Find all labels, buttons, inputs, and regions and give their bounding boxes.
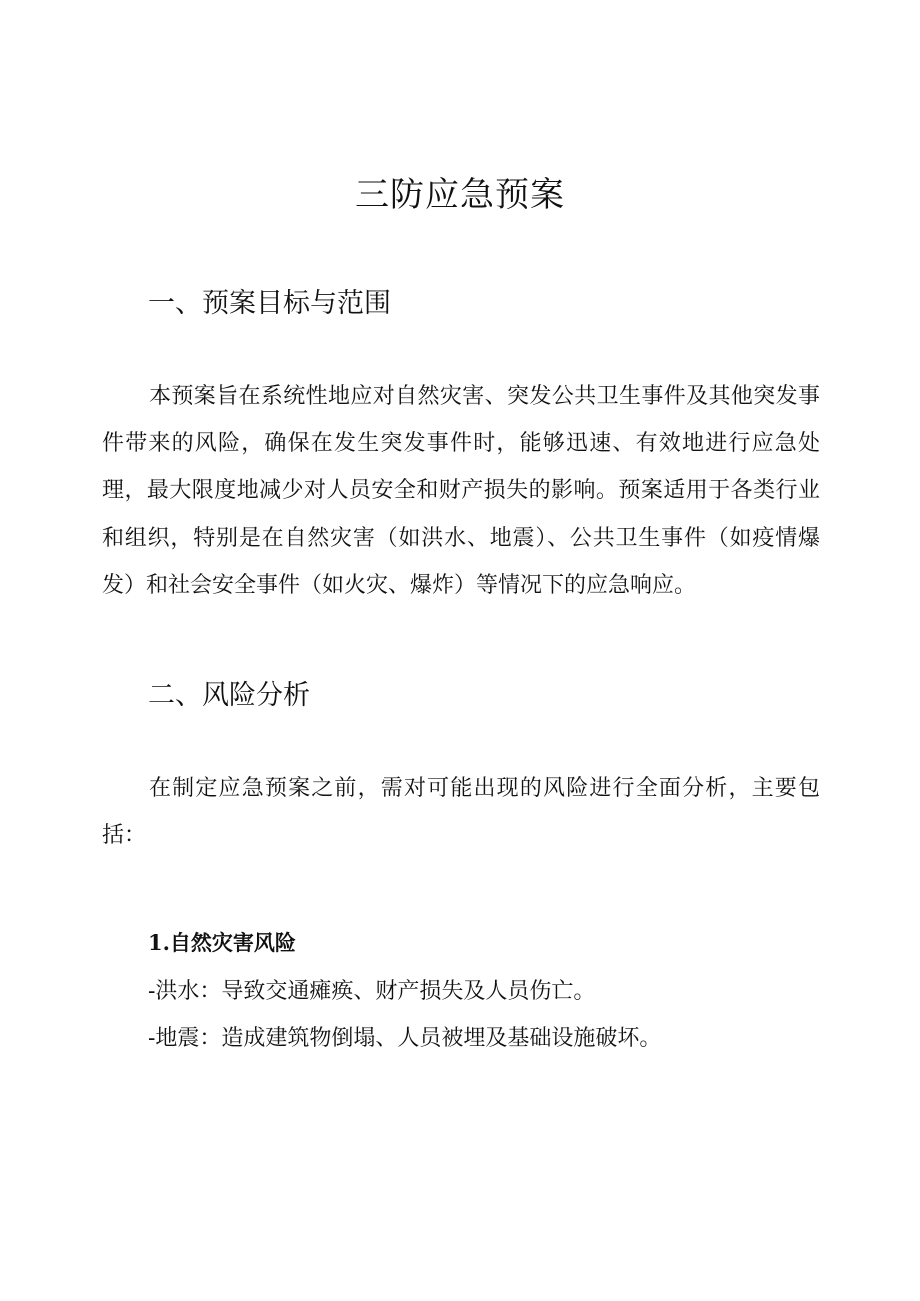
document-title: 三防应急预案 xyxy=(355,175,565,215)
list-item: -洪水：导致交通瘫痪、财产损失及人员伤亡。 xyxy=(148,979,596,1004)
risk-list xyxy=(148,968,661,1062)
section-paragraph-risk-analysis: 在制定应急预案之前，需对可能出现的风险进行全面分析，主要包括： xyxy=(102,776,820,849)
subsection-heading-natural-disaster: 1.自然灾害风险 xyxy=(148,930,296,955)
section-heading-goals-scope: 一、预案目标与范围 xyxy=(148,288,391,319)
section-heading-risk-analysis: 二、风险分析 xyxy=(148,680,310,711)
section-paragraph-goals-scope: 本预案旨在系统性地应对自然灾害、突发公共卫生事件及其他突发事件带来的风险，确保在发生突发事件时，能够迅速、有效地进行应急处理，最大限度地减少对人员安全和财产损失的影响。预案适用于各类行业和组织，特别是在自然灾害（如洪水、地震）、公共卫生事件（如疫情爆发）和社会安全事件（如火灾、爆炸）等情况下的应急响应。 xyxy=(102,384,820,598)
list-item: -地震：造成建筑物倒塌、人员被埋及基础设施破坏。 xyxy=(148,1026,662,1051)
